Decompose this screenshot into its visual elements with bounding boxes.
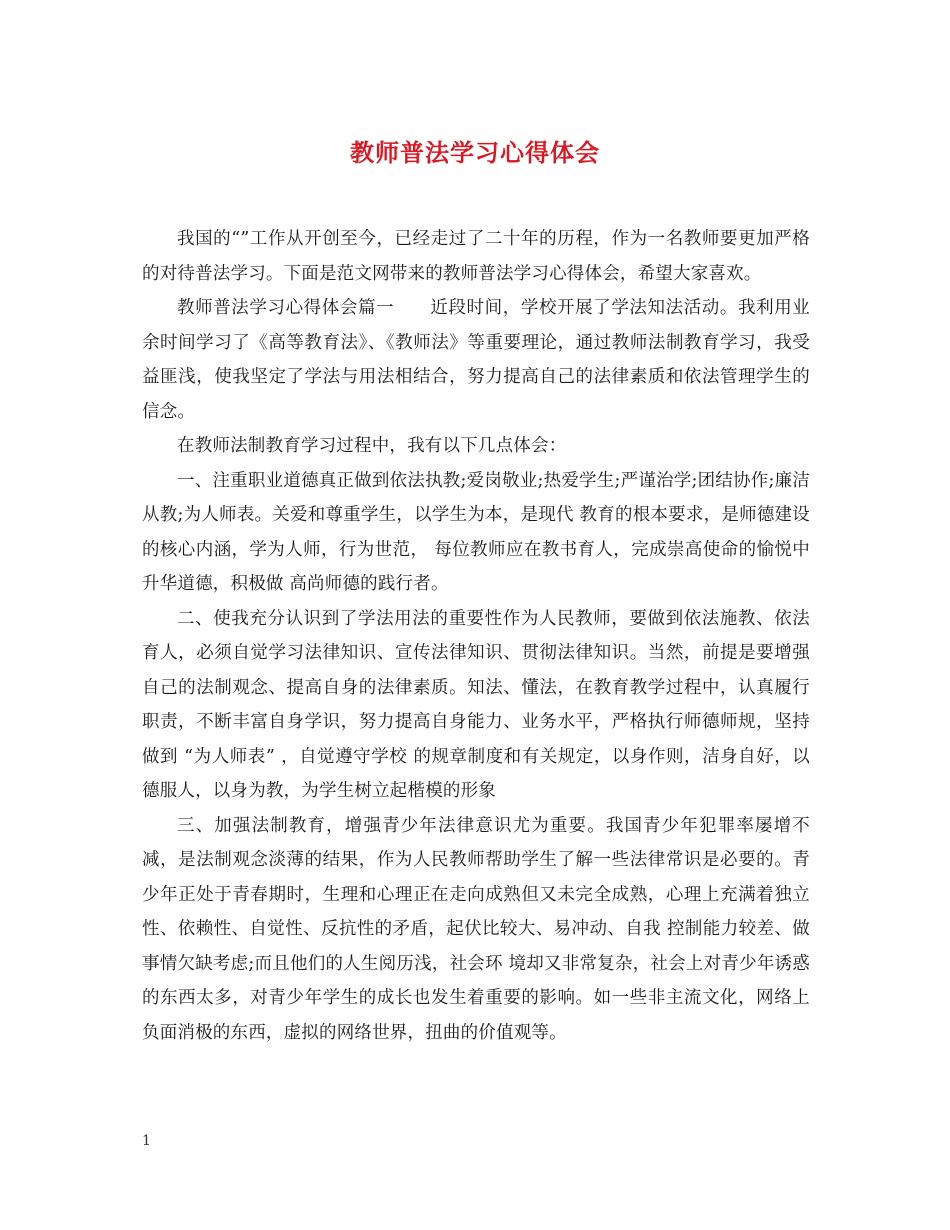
paragraph-point-three: 三、加强法制教育，增强青少年法律意识尤为重要。我国青少年犯罪率屡增不减，是法制观念淡薄的结果，作为人民教师帮助学生了解一些法律常识是必要的。青少年正处于青春期时，生理和心理正在走向成熟但又未完全成熟，心理上充满着独立性、依赖性、自觉性、反抗性的矛盾，起伏比较大、易冲动、自我 控制能力较差、做事情欠缺考虑;而且他们的人生阅历浅，社会环 境却又非常复杂，社会上对青少年诱惑的东西太多，对青少年学生的成长也发生着重要的影响。如一些非主流文化，网络上负面消极的东西，虚拟的网络世界，扭曲的价值观等。 bbox=[142, 815, 810, 1043]
page-number: 1 bbox=[142, 1133, 151, 1149]
paragraph-part-one: 教师普法学习心得体会篇一 近段时间，学校开展了学法知法活动。我利用业余时间学习了《高等教育法》、《教师法》等重要理论，通过教师法制教育学习，我受益匪浅，使我坚定了学法与用法相结合，努力提高自己的法律素质和依法管理学生的信念。 bbox=[142, 298, 810, 422]
paragraph-point-one: 一、注重职业道德真正做到依法执教;爱岗敬业;热爱学生;严谨治学;团结协作;廉洁从教;为人师表。关爱和尊重学生，以学生为本，是现代 教育的根本要求，是师德建设的核心内涵，学为人师，行为世范， 每位教师应在教书育人，完成崇高使命的愉悦中升华道德，积极做 高尚师德的践行者。 bbox=[142, 470, 810, 594]
document-title: 教师普法学习心得体会 bbox=[350, 138, 600, 167]
paragraph-point-two: 二、使我充分认识到了学法用法的重要性作为人民教师，要做到依法施教、依法育人，必须自觉学习法律知识、宣传法律知识、贯彻法律知识。当然，前提是要增强自己的法制观念、提高自身的法律素质。知法、懂法，在教育教学过程中，认真履行职责，不断丰富自身学识，努力提高自身能力、业务水平，严格执行师德师规，坚持做到 “为人师表” ，自觉遵守学校 的规章制度和有关规定，以身作则，洁身自好，以德服人，以身为教，为学生树立起楷模的形象 bbox=[142, 608, 810, 801]
paragraph-intro: 我国的“”工作从开创至今，已经走过了二十年的历程，作为一名教师要更加严格的对待普法学习。下面是范文网带来的教师普法学习心得体会，希望大家喜欢。 bbox=[142, 229, 810, 284]
document-body bbox=[142, 222, 810, 1050]
paragraph-experience-lead: 在教师法制教育学习过程中，我有以下几点体会： bbox=[177, 436, 567, 456]
